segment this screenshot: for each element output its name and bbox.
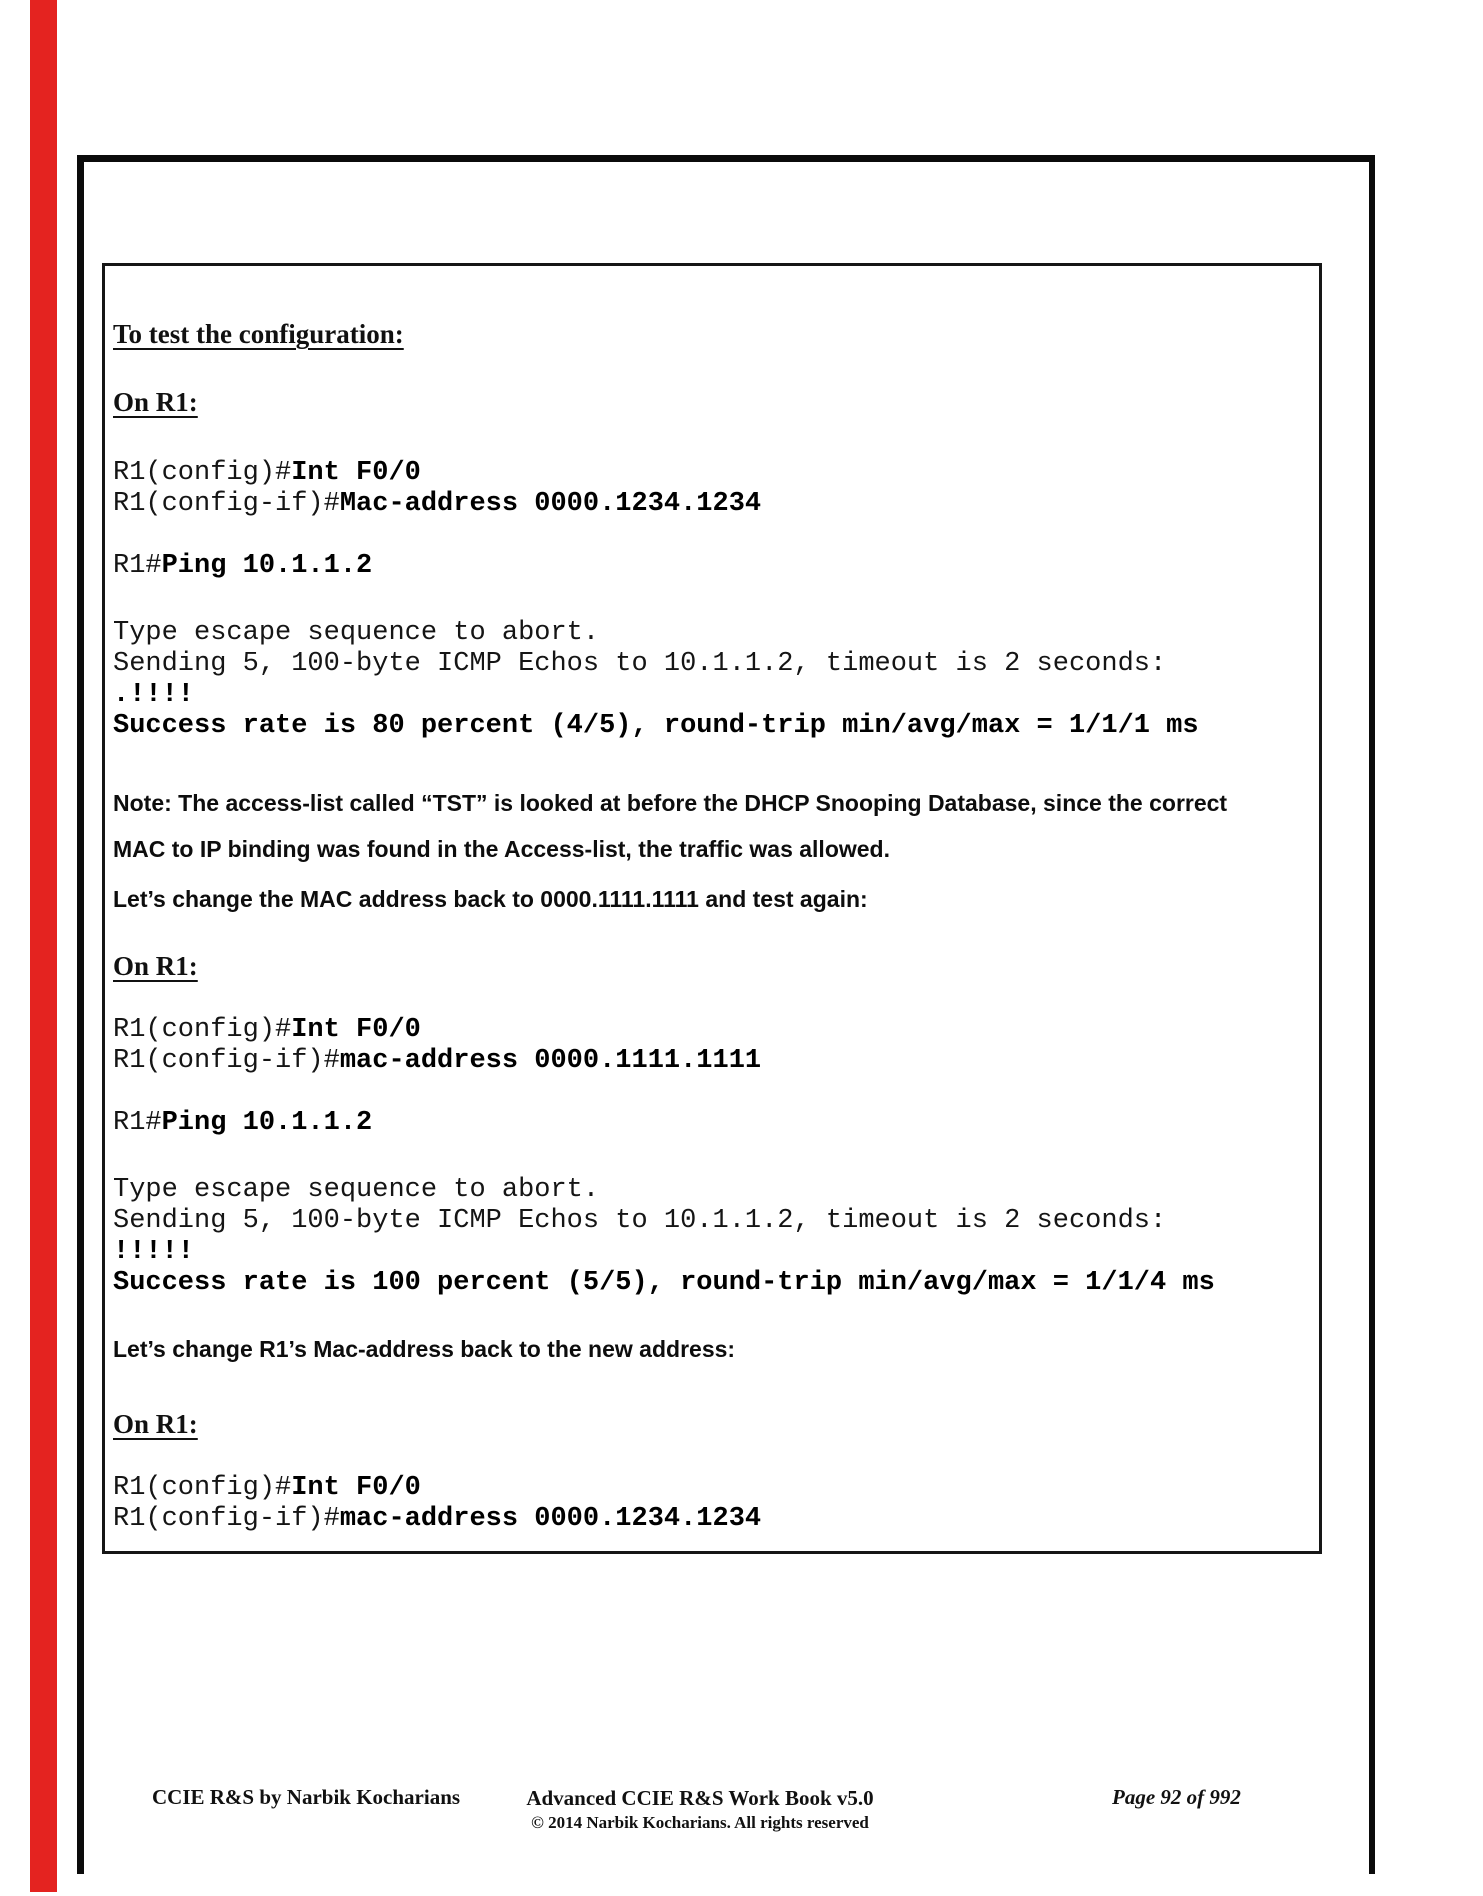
console-line [113, 1504, 1305, 1535]
console-output [113, 1237, 1305, 1268]
success-rate-line: Success rate is 80 percent (4/5), round-trip min/avg/max = 1/1/1 ms [113, 711, 1199, 741]
console-command: Ping 10.1.1.2 [161, 1108, 373, 1138]
console-prompt: R1(config-if)# [113, 1504, 340, 1534]
footer-page-number: Page 92 of 992 [1112, 1785, 1241, 1809]
content-frame [102, 263, 1322, 1554]
page-outer-border [77, 155, 1375, 1874]
footer-book-title-block [400, 1785, 1000, 1835]
footer-author: CCIE R&S by Narbik Kocharians [152, 1785, 461, 1809]
note-paragraph [113, 780, 1305, 872]
section-title-on-r1-3: On R1: [113, 1409, 198, 1439]
footer-copyright: © 2014 Narbik Kocharians. All rights reserved [531, 1813, 869, 1832]
ping-result-marks: !!!!! [113, 1237, 195, 1267]
console-command: Int F0/0 [291, 1015, 421, 1045]
console-command: mac-address 0000.1234.1234 [339, 1504, 762, 1534]
console-line [113, 1108, 1305, 1139]
scan-red-margin-stripe [30, 0, 57, 1892]
console-output: Type escape sequence to abort. [113, 1175, 600, 1205]
console-line [113, 489, 1305, 520]
transition-text-2: Let’s change R1’s Mac-address back to the new address: [113, 1336, 736, 1362]
console-prompt: R1# [113, 551, 162, 581]
console-prompt: R1(config)# [113, 458, 292, 488]
console-prompt: R1# [113, 1108, 162, 1138]
console-line [113, 551, 1305, 582]
section-title-on-r1-1: On R1: [113, 387, 198, 417]
console-command: Int F0/0 [291, 1473, 421, 1503]
console-line [113, 1046, 1305, 1077]
console-prompt: R1(config-if)# [113, 1046, 340, 1076]
console-output: Type escape sequence to abort. [113, 618, 600, 648]
section-title-on-r1-2: On R1: [113, 951, 198, 981]
console-line [113, 1473, 1305, 1504]
success-rate-line: Success rate is 100 percent (5/5), round-trip min/avg/max = 1/1/4 ms [113, 1268, 1215, 1298]
console-command: Ping 10.1.1.2 [161, 551, 373, 581]
console-output [113, 1268, 1305, 1299]
transition-text-1: Let’s change the MAC address back to 0000.1111.1111 and test again: [113, 886, 868, 912]
console-prompt: R1(config-if)# [113, 489, 340, 519]
console-output [113, 680, 1305, 711]
console-output [113, 711, 1305, 742]
console-prompt: R1(config)# [113, 1015, 292, 1045]
console-line [113, 458, 1305, 489]
console-prompt: R1(config)# [113, 1473, 292, 1503]
console-line [113, 1015, 1305, 1046]
console-output: Sending 5, 100-byte ICMP Echos to 10.1.1.2, timeout is 2 seconds: [113, 1206, 1167, 1236]
ping-result-marks: .!!!! [113, 680, 195, 710]
footer-book-title: Advanced CCIE R&S Work Book v5.0 [526, 1786, 874, 1810]
console-command: Int F0/0 [291, 458, 421, 488]
note-line-2: MAC to IP binding was found in the Access-list, the traffic was allowed. [113, 836, 890, 862]
console-command: mac-address 0000.1111.1111 [339, 1046, 762, 1076]
console-output: Sending 5, 100-byte ICMP Echos to 10.1.1.2, timeout is 2 seconds: [113, 649, 1167, 679]
doc-heading: To test the configuration: [113, 319, 404, 349]
note-line-1: Note: The access-list called “TST” is looked at before the DHCP Snooping Database, since the correct [113, 790, 1228, 816]
console-command: Mac-address 0000.1234.1234 [339, 489, 762, 519]
